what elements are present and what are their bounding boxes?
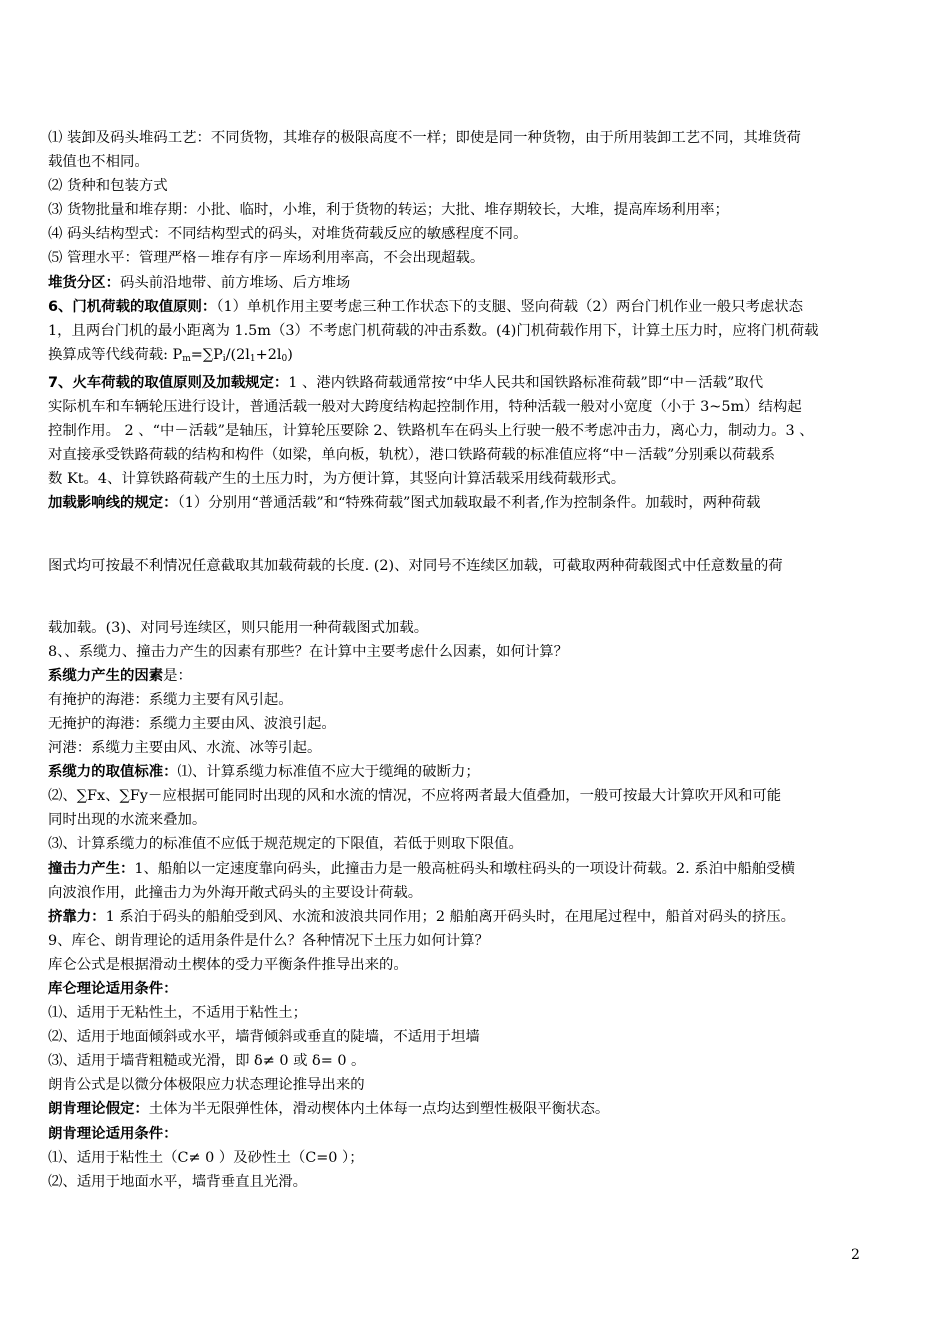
subscript: m [182, 353, 191, 364]
line-text: =∑P [190, 346, 223, 363]
line-text: ⑶ 货物批量和堆存期：小批、临时，小堆，利于货物的转运；大批、堆存期较长，大堆，提高库场利用率； [48, 202, 729, 219]
text-line [48, 1170, 900, 1194]
paragraph-gap [48, 578, 900, 616]
text-line [48, 1049, 900, 1073]
line-text: 载加载。(3)、对同号连续区，则只能用一种荷载图式加载。 [48, 619, 429, 636]
text-line [48, 554, 900, 578]
line-text: ⑶、计算系缆力的标准值不应低于规范规定的下限值，若低于则取下限值。 [48, 836, 523, 853]
text-line [48, 467, 900, 491]
text-line [48, 760, 900, 784]
bold-heading: 系缆力的取值标准： [48, 764, 178, 781]
line-text: 数 Kt。4、计算铁路荷载产生的土压力时，为方便计算，其竖向计算活载采用线荷载形式。 [48, 471, 626, 488]
bold-heading: 加载影响线的规定： [48, 495, 178, 512]
line-text: 无掩护的海港：系缆力主要由风、波浪引起。 [48, 715, 336, 732]
text-line [48, 784, 900, 808]
text-line [48, 929, 900, 953]
text-line [48, 443, 900, 467]
line-text: 1、船舶以一定速度靠向码头，此撞击力是一般高桩码头和墩柱码头的一项设计荷载。2. 系泊中船舶受横 [134, 860, 796, 877]
text-line [48, 905, 900, 929]
line-text: ⑵、∑Fx、∑Fy－应根据可能同时出现的风和水流的情况，不应将两者最大值叠加，一般可按最大计算吹开风和可能 [48, 788, 782, 805]
text-line [48, 222, 900, 246]
bold-heading: 7、火车荷载的取值原则及加载规定： [48, 374, 289, 391]
text-line [48, 1122, 900, 1146]
text-line [48, 1025, 900, 1049]
text-line [48, 150, 900, 174]
line-text: ⑵ 货种和包装方式 [48, 178, 168, 195]
text-line [48, 857, 900, 881]
text-line [48, 736, 900, 760]
line-text: 1 系泊于码头的船舶受到风、水流和波浪共同作用；2 船舶离开码头时，在甩尾过程中，船首对码头的挤压。 [105, 908, 796, 925]
text-line [48, 1073, 900, 1097]
text-line [48, 174, 900, 198]
subscript: i [222, 353, 226, 364]
line-text: 载值也不相同。 [48, 154, 149, 171]
bold-heading: 系缆力产生的因素 [48, 667, 164, 684]
line-text: （1）单机作用主要考虑三种工作状态下的支腿、竖向荷载（2）两台门机作业一般只考虑状态 [216, 298, 804, 315]
line-text: 9、库仑、朗肯理论的适用条件是什么？各种情况下土压力如何计算？ [48, 932, 489, 949]
line-text: ⑴ 装卸及码头堆码工艺：不同货物，其堆存的极限高度不一样；即使是同一种货物，由于所用装卸工艺不同，其堆货荷 [48, 130, 801, 146]
text-line [48, 832, 900, 856]
line-text: 换算成等代线荷载: P [48, 346, 183, 363]
line-text: +2l [255, 346, 282, 363]
bold-heading: 朗肯理论适用条件： [48, 1125, 178, 1142]
text-line [48, 198, 900, 222]
line-text: ⑷ 码头结构型式：不同结构型式的码头，对堆货荷载反应的敏感程度不同。 [48, 226, 528, 243]
line-text: ⑴、适用于粘性土（C≠ 0 ）及砂性土（C=0 ）； [48, 1149, 364, 1166]
line-text: 同时出现的水流来叠加。 [48, 812, 207, 829]
bold-heading: 库仑理论适用条件： [48, 981, 178, 997]
line-text: 码头前沿地带、前方堆场、后方堆场 [119, 274, 351, 291]
line-text: 图式均可按最不利情况任意截取其加载荷载的长度. (2)、对同号不连续区加载，可截取两种荷载图式中任意数量的荷 [48, 557, 783, 574]
line-text: 河港：系缆力主要由风、水流、冰等引起。 [48, 740, 322, 757]
line-text: 库仑公式是根据滑动土楔体的受力平衡条件推导出来的。 [48, 956, 408, 973]
paragraph-gap [48, 516, 900, 554]
text-line [48, 246, 900, 270]
bold-heading: 挤靠力： [48, 908, 106, 925]
line-text: ⑴、计算系缆力标准值不应大于缆绳的破断力； [177, 764, 480, 781]
text-line [48, 491, 900, 515]
text-line [48, 640, 900, 664]
line-text: ⑴、适用于无粘性土，不适用于粘性土； [48, 1005, 308, 1022]
line-text: 是： [163, 667, 192, 684]
text-line [48, 419, 900, 443]
text-line [48, 295, 900, 319]
line-text: ⑵、适用于地面水平，墙背垂直且光滑。 [48, 1173, 308, 1190]
page-number: 2 [851, 1247, 860, 1263]
text-line [48, 977, 900, 1001]
text-line [48, 1146, 900, 1170]
line-text: ⑶、适用于墙背粗糙或光滑，即 δ≠ 0 或 δ= 0 。 [48, 1053, 366, 1070]
text-line [48, 881, 900, 905]
text-line [48, 616, 900, 640]
text-line [48, 688, 900, 712]
text-line [48, 664, 900, 688]
line-text: 有掩护的海港：系缆力主要有风引起。 [48, 691, 293, 708]
bold-heading: 撞击力产生： [48, 860, 135, 877]
bold-heading: 朗肯理论假定： [48, 1101, 149, 1118]
line-text: ⑵、适用于地面倾斜或水平，墙背倾斜或垂直的陡墙，不适用于坦墙 [48, 1029, 480, 1046]
line-text: 控制作用。 2 、“中－活载”是轴压，计算轮压要除 2、铁路机车在码头上行驶一般不考虑冲击力，离心力，制动力。3 、 [48, 423, 814, 440]
line-text: 1，且两台门机的最小距离为 1.5m（3）不考虑门机荷载的冲击系数。(4)门机荷载作用下，计算土压力时，应将门机荷载 [48, 322, 819, 339]
line-text: /(2l [225, 346, 250, 363]
text-line [48, 271, 900, 295]
text-line [48, 953, 900, 977]
text-line [48, 343, 900, 371]
text-line [48, 126, 900, 150]
line-text: 土体为半无限弹性体，滑动楔体内土体每一点均达到塑性极限平衡状态。 [148, 1101, 610, 1118]
line-text: 朗肯公式是以微分体极限应力状态理论推导出来的 [48, 1077, 365, 1094]
bold-heading: 堆货分区： [48, 274, 120, 291]
text-line [48, 712, 900, 736]
line-text: ) [287, 346, 293, 363]
text-line [48, 1097, 900, 1121]
line-text: 实际机车和车辆轮压进行设计，普通活载一般对大跨度结构起控制作用，特种活载一般对小宽度（小于 3~5m）结构起 [48, 399, 802, 416]
line-text: 向波浪作用，此撞击力为外海开敞式码头的主要设计荷载。 [48, 884, 423, 901]
line-text: （1）分别用“普通活载”和“特殊荷载”图式加载取最不利者,作为控制条件。加载时，两种荷载 [177, 495, 761, 512]
line-text: ⑸ 管理水平：管理严格－堆存有序－库场利用率高，不会出现超载。 [48, 250, 485, 267]
line-text: 1 、港内铁路荷载通常按“中华人民共和国铁路标准荷载”即“中－活载”取代 [288, 374, 764, 391]
text-line [48, 319, 900, 343]
subscript: 1 [249, 353, 256, 364]
text-line [48, 395, 900, 419]
text-line [48, 371, 900, 395]
text-line [48, 1001, 900, 1025]
line-text: 8、、系缆力、撞击力产生的因素有那些？在计算中主要考虑什么因素，如何计算？ [48, 643, 569, 660]
bold-heading: 6、门机荷载的取值原则： [48, 298, 217, 315]
subscript: 0 [281, 353, 288, 364]
document-body [48, 126, 900, 1194]
text-line [48, 808, 900, 832]
line-text: 对直接承受铁路荷载的结构和构件（如梁，单向板，轨枕），港口铁路荷载的标准值应将“中－活载”分别乘以荷载系 [48, 447, 776, 464]
